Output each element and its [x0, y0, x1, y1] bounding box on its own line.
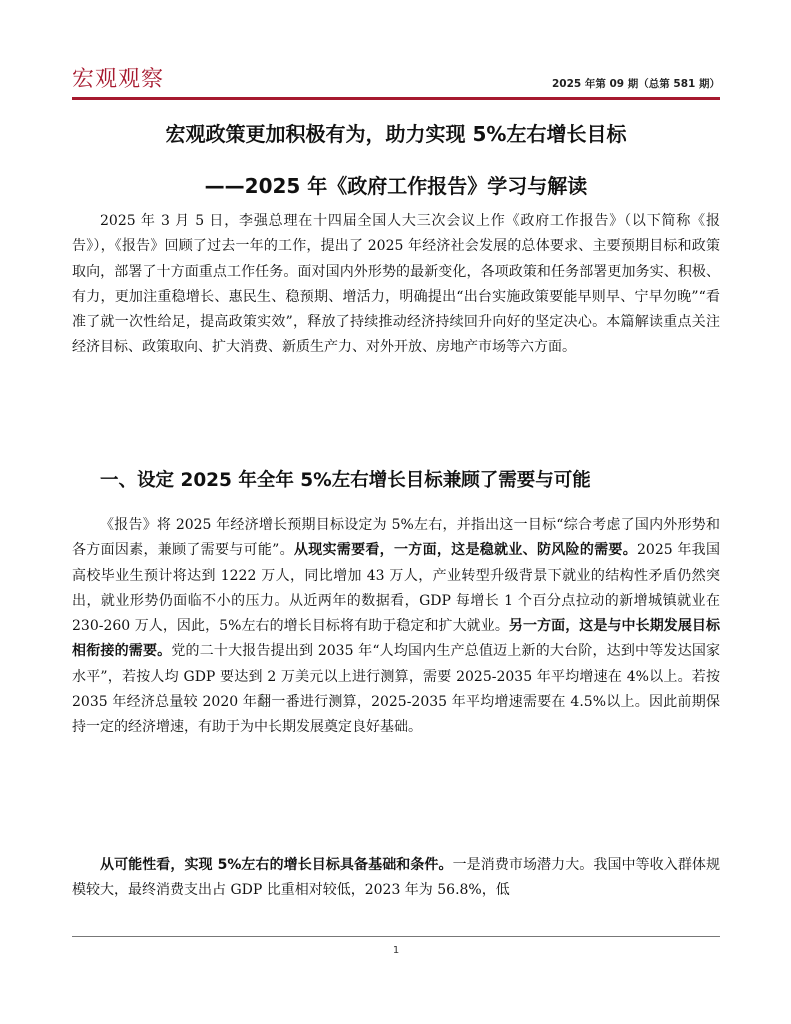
intro-paragraph: 2025 年 3 月 5 日，李强总理在十四届全国人大三次会议上作《政府工作报告》（以下简称《报告》），《报告》回顾了过去一年的工作，提出了 2025 年经济社会发展的总体要求、主要预期目标和政策取向，部署了十方面重点工作任务。面对国内外形势的最新变化，各项政策和任务部署更加务实、积极、有力，更加注重稳增长、惠民生、稳预期、增活力，明确提出“出台实施政策要能早则早、宁早勿晚”“看准了就一次性给足，提高政策实效”，释放了持续推动经济持续回升向好的坚定决心。本篇解读重点关注经济目标、政策取向、扩大消费、新质生产力、对外开放、房地产市场等六方面。	[72, 213, 720, 356]
bold-lead-sentence: 从现实需要看，一方面，这是稳就业、防风险的需要。	[293, 542, 638, 559]
bold-lead-sentence: 从可能性看，实现 5%左右的增长目标具备基础和条件。	[100, 857, 453, 873]
document-title: 宏观政策更加积极有为，助力实现 5%左右增长目标	[165, 122, 627, 146]
body-paragraph	[72, 513, 720, 741]
header-divider	[72, 97, 720, 100]
series-brand: 宏观观察	[72, 67, 165, 92]
document-subtitle: ——2025 年《政府工作报告》学习与解读	[204, 174, 588, 198]
paragraph-text: 《报告》将 2025 年经济增长预期目标设定为 5%左右，并指出这一目标“综合考虑了国内外形势和各方面因素，兼顾了需要与可能”。	[72, 517, 720, 559]
issue-number: 2025 年第 09 期（总第 581 期）	[551, 78, 720, 90]
body-paragraph	[72, 853, 720, 904]
paragraph-text: 2025 年我国高校毕业生预计将达到 1222 万人，同比增加 43 万人，产业转型升级背景下就业的结构性矛盾仍然突出，就业形势仍面临不小的压力。从近两年的数据看，GDP 每增长 1 个百分点拉动的新增城镇就业在 230-260 万人，因此，5%左右的增长目标将有助于稳定和扩大就业。	[72, 542, 720, 635]
report-header	[72, 66, 720, 94]
bold-lead-sentence: 另一方面，这是与中长期发展目标相衔接的需要。	[72, 618, 720, 660]
footer-divider	[72, 936, 720, 937]
section-heading: 一、设定 2025 年全年 5%左右增长目标兼顾了需要与可能	[100, 470, 591, 491]
page-number: 1	[392, 945, 400, 956]
paragraph-text: 一是消费市场潜力大。我国中等收入群体规模较大，最终消费支出占 GDP 比重相对较低，2023 年为 56.8%，低	[72, 857, 720, 899]
paragraph-text: 党的二十大报告提出到 2035 年“人均国内生产总值迈上新的大台阶，达到中等发达国家水平”，若按人均 GDP 要达到 2 万美元以上进行测算，需要 2025-2035 年平均增速在 4%以上。若按 2035 年经济总量较 2020 年翻一番进行测算，2025-2035 年平均增速需要在 4.5%以上。因此前期保持一定的经济增速，有助于为中长期发展奠定良好基础。	[72, 643, 721, 736]
